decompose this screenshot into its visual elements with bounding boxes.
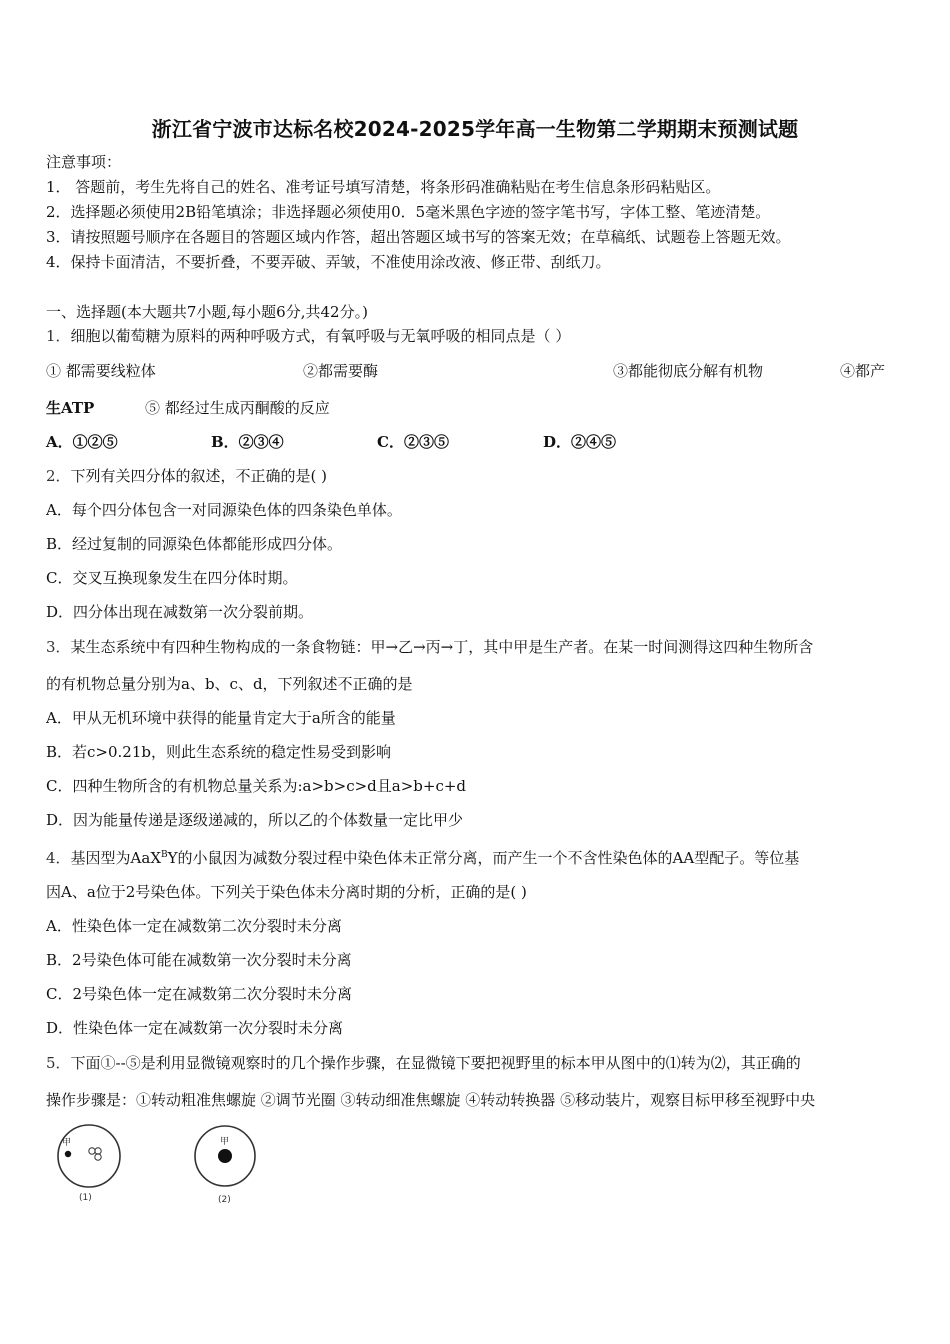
q1-statement-1: ① 都需要线粒体 (46, 362, 156, 380)
specimen-jia-magnified (218, 1149, 232, 1163)
page-title: 浙江省宁波市达标名校2024-2025学年高一生物第二学期期末预测试题 (151, 117, 799, 141)
specimen-cell (95, 1148, 101, 1154)
q2-option-a: A．每个四分体包含一对同源染色体的四条染色单体。 (46, 501, 402, 519)
figure-label-1: (1) (79, 1193, 92, 1203)
q2-option-d: D．四分体出现在减数第一次分裂前期。 (46, 603, 314, 621)
q4-option-c: C．2号染色体一定在减数第二次分裂时未分离 (46, 985, 353, 1003)
question-number: 4． (46, 849, 71, 867)
q4-option-b: B．2号染色体可能在减数第一次分裂时未分离 (46, 951, 352, 969)
q1-option-b: B．②③④ (211, 433, 284, 451)
question-4-stem (46, 845, 799, 868)
q3-option-c: C．四种生物所含的有机物总量关系为:a>b>c>d且a>b+c+d (46, 777, 467, 795)
question-text: Y的小鼠因为减数分裂过程中染色体未正常分离，而产生一个不含性染色体的AA型配子。等位基 (167, 849, 800, 867)
notice-item: 1． 答题前，考生先将自己的姓名、准考证号填写清楚，将条形码准确粘贴在考生信息条形码粘贴区。 (46, 178, 721, 196)
q2-option-c: C．交叉互换现象发生在四分体时期。 (46, 569, 298, 587)
question-number: 3． (46, 638, 71, 656)
q1-option-c: C．②③⑤ (377, 433, 449, 451)
q1-statement-3: ③都能彻底分解有机物 (613, 362, 764, 380)
q1-option-a: A．①②⑤ (46, 433, 118, 451)
question-4-stem-cont: 因A、a位于2号染色体。下列关于染色体未分离时期的分析，正确的是( ) (46, 883, 527, 901)
q3-option-b: B．若c>0.21b，则此生态系统的稳定性易受到影响 (46, 743, 391, 761)
notice-item: 2．选择题必须使用2B铅笔填涂；非选择题必须使用0．5毫米黑色字迹的签字笔书写，字体工整、笔迹清楚。 (46, 203, 771, 221)
question-text: 基因型为AaX (70, 849, 162, 867)
label-jia-1: 甲 (62, 1138, 72, 1148)
q1-statement-2: ②都需要酶 (303, 362, 379, 380)
question-text: 下面①--⑤是利用显微镜观察时的几个操作步骤，在显微镜下要把视野里的标本甲从图中的⑴转为⑵，其正确的 (70, 1054, 801, 1072)
question-text: 下列有关四分体的叙述，不正确的是( ) (70, 467, 328, 485)
question-text: 某生态系统中有四种生物构成的一条食物链：甲→乙→丙→丁，其中甲是生产者。在某一时间测得这四种生物所含 (70, 638, 814, 656)
question-number: 2． (46, 467, 71, 485)
specimen-cell (89, 1148, 95, 1154)
q1-statement-4b: 生ATP (46, 399, 95, 417)
q2-option-b: B．经过复制的同源染色体都能形成四分体。 (46, 535, 343, 553)
question-3-stem-cont: 的有机物总量分别为a、b、c、d，下列叙述不正确的是 (46, 675, 413, 693)
microscope-figure (44, 1122, 274, 1206)
question-number: 1． (46, 327, 71, 345)
figure-label-2: (2) (218, 1195, 231, 1205)
question-2-stem (46, 466, 327, 486)
label-jia-2: 甲 (220, 1137, 230, 1147)
q4-option-d: D．性染色体一定在减数第一次分裂时未分离 (46, 1019, 344, 1037)
question-number: 5． (46, 1054, 71, 1072)
q3-option-a: A．甲从无机环境中获得的能量肯定大于a所含的能量 (46, 709, 396, 727)
question-5-stem (46, 1053, 801, 1073)
notice-heading: 注意事项： (46, 153, 122, 171)
q1-option-d: D．②④⑤ (543, 433, 617, 451)
question-5-stem-cont: 操作步骤是：①转动粗准焦螺旋 ②调节光圈 ③转动细准焦螺旋 ④转动转换器 ⑤移动装片，观察目标甲移至视野中央 (46, 1091, 816, 1109)
superscript: B (161, 850, 168, 860)
q1-statement-5: ⑤ 都经过生成丙酮酸的反应 (145, 399, 330, 417)
q3-option-d: D．因为能量传递是逐级递减的，所以乙的个体数量一定比甲少 (46, 811, 464, 829)
q1-statement-4a: ④都产 (840, 362, 886, 380)
question-text: 细胞以葡萄糖为原料的两种呼吸方式，有氧呼吸与无氧呼吸的相同点是（ ） (70, 327, 571, 345)
notice-item: 3．请按照题号顺序在各题目的答题区域内作答，超出答题区域书写的答案无效；在草稿纸、试题卷上答题无效。 (46, 228, 791, 246)
q4-option-a: A．性染色体一定在减数第二次分裂时未分离 (46, 917, 342, 935)
section-heading: 一、选择题(本大题共7小题,每小题6分,共42分。) (46, 303, 368, 321)
question-3-stem (46, 637, 813, 657)
specimen-cell (95, 1154, 101, 1160)
question-1-stem (46, 326, 570, 346)
specimen-jia-small (65, 1151, 71, 1157)
notice-item: 4．保持卡面清洁，不要折叠，不要弄破、弄皱，不准使用涂改液、修正带、刮纸刀。 (46, 253, 611, 271)
